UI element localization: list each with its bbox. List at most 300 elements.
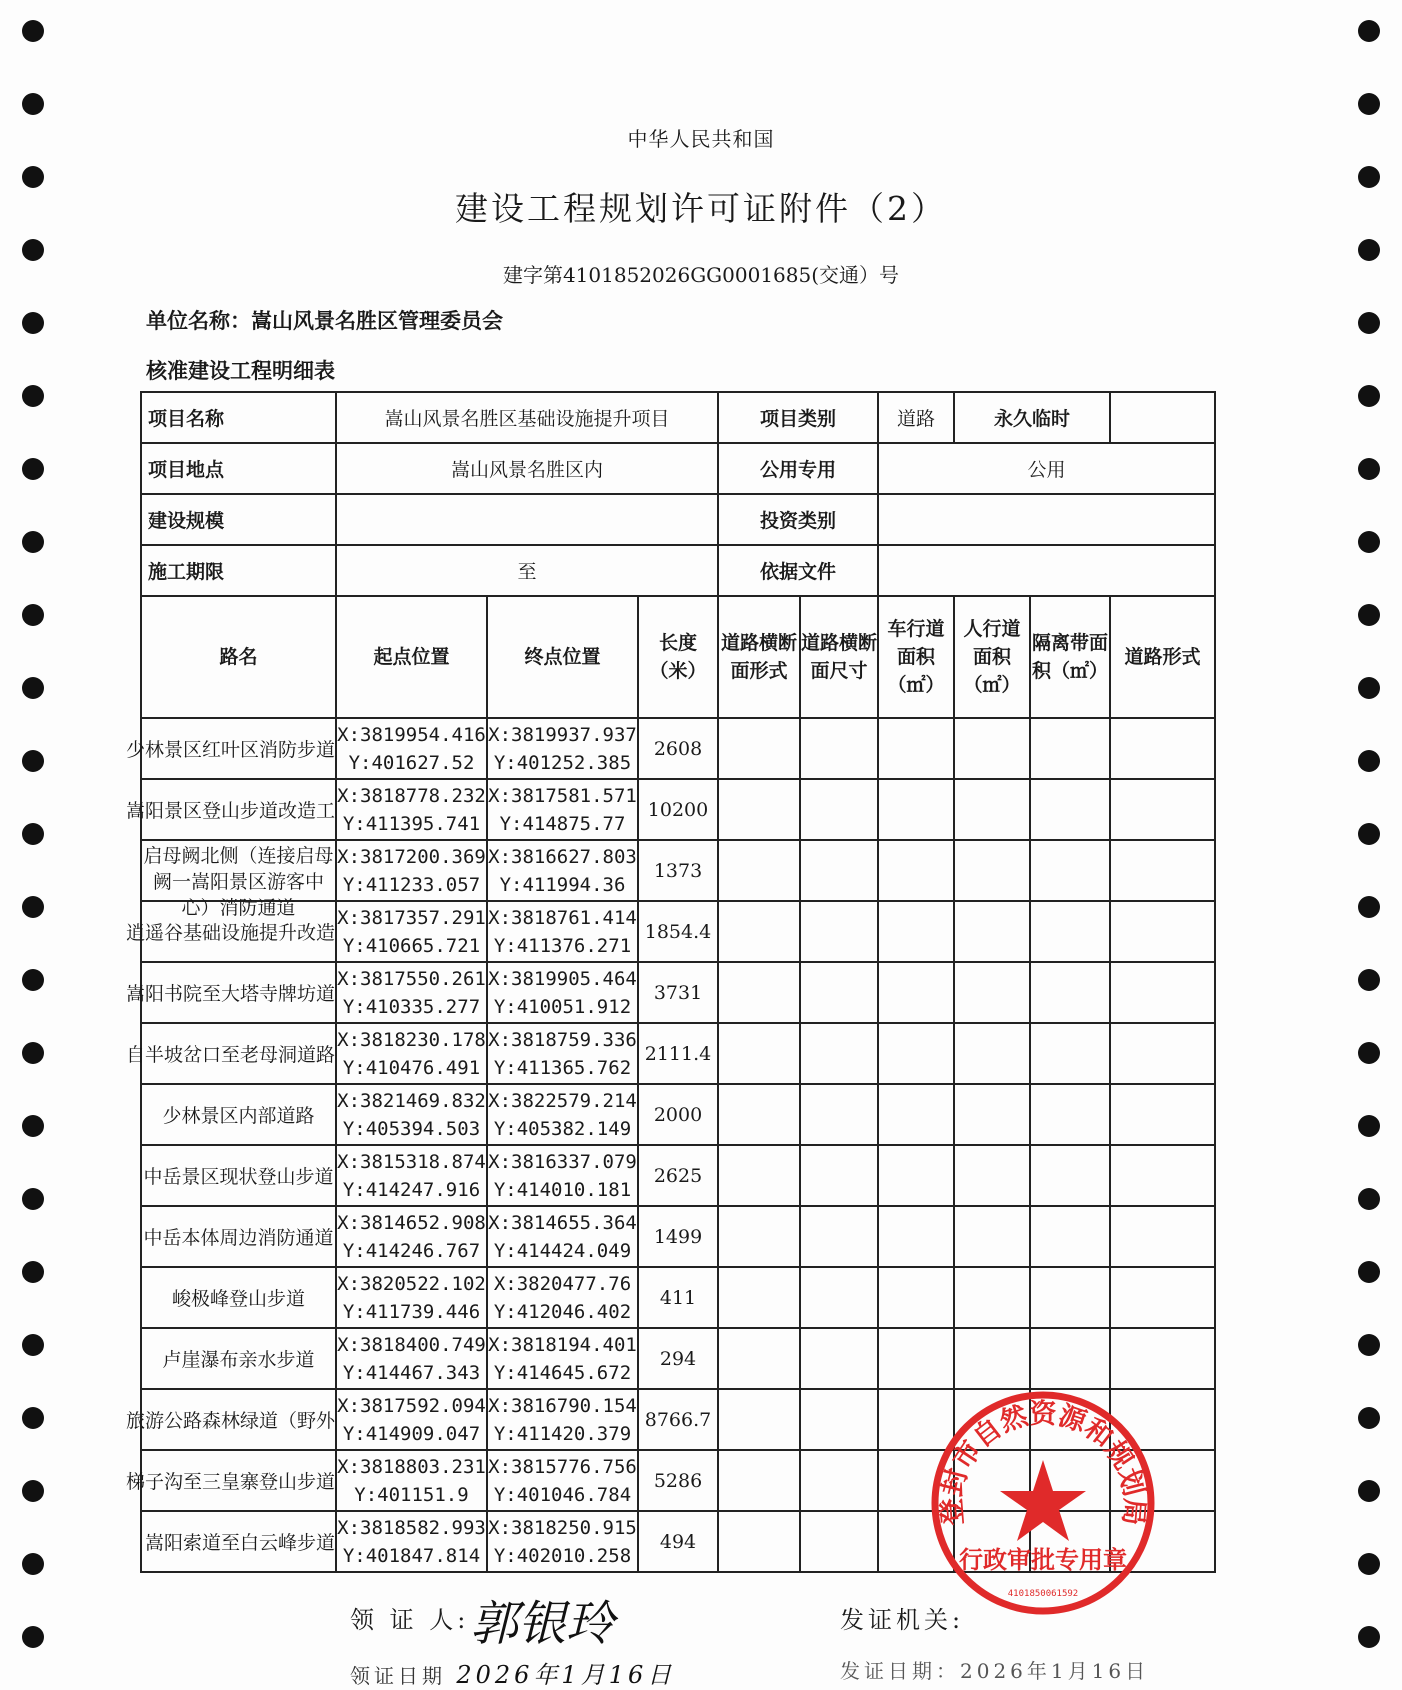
recipient-date-text: 领证日期 xyxy=(350,1664,446,1688)
tractor-hole-icon xyxy=(22,896,44,918)
start-y: Y:414467.343 xyxy=(342,1361,481,1384)
tractor-hole-icon xyxy=(22,1188,44,1210)
road-name: 中岳景区现状登山步道 xyxy=(143,1166,334,1188)
project-name-label: 项目名称 xyxy=(141,392,336,443)
end-y: Y:411365.762 xyxy=(493,1056,632,1079)
cell-walk-area xyxy=(954,962,1030,1023)
cell-length: 2608 xyxy=(638,718,718,779)
road-name: 中岳本体周边消防通道 xyxy=(143,1227,334,1249)
issuer-label: 发证机关: xyxy=(840,1606,965,1634)
signature-name: 郭银玲 xyxy=(470,1596,615,1652)
seal-text-top: 登封市自然资源和规划局 xyxy=(936,1398,1150,1527)
tractor-hole-icon xyxy=(1358,604,1380,626)
cell-start xyxy=(336,1328,487,1389)
cell-median-area xyxy=(1030,718,1110,779)
recipient-date-value: 2026年1月16日 xyxy=(456,1661,676,1689)
start-y: Y:401151.9 xyxy=(354,1483,469,1506)
cell-median-area xyxy=(1030,779,1110,840)
table-row xyxy=(141,1023,1215,1084)
cell-walk-area xyxy=(954,1023,1030,1084)
cell-length: 10200 xyxy=(638,779,718,840)
road-name: 嵩阳景区登山步道改造工 xyxy=(125,800,335,822)
start-x: X:3817550.261 xyxy=(337,967,486,990)
cell-start xyxy=(336,840,487,901)
location-value: 嵩山风景名胜区内 xyxy=(336,443,718,494)
end-y: Y:412046.402 xyxy=(493,1300,632,1323)
col-road-form: 道路形式 xyxy=(1110,596,1215,718)
official-seal xyxy=(928,1388,1158,1618)
tractor-hole-icon xyxy=(22,93,44,115)
cell-cross-size xyxy=(800,840,878,901)
start-x: X:3817592.094 xyxy=(337,1394,486,1417)
tractor-hole-icon xyxy=(1358,458,1380,480)
cell-median-area xyxy=(1030,901,1110,962)
cell-walk-area xyxy=(954,1328,1030,1389)
cell-cross-size xyxy=(800,1084,878,1145)
cell-length: 3731 xyxy=(638,962,718,1023)
start-x: X:3817200.369 xyxy=(337,845,486,868)
cell-road xyxy=(141,1511,336,1572)
cell-cross-form xyxy=(718,840,800,901)
tractor-hole-icon xyxy=(1358,531,1380,553)
cell-cross-form xyxy=(718,962,800,1023)
unit-name: 单位名称：嵩山风景名胜区管理委员会 xyxy=(146,308,503,333)
cell-cross-size xyxy=(800,1511,878,1572)
cell-length: 2000 xyxy=(638,1084,718,1145)
tractor-hole-icon xyxy=(22,1407,44,1429)
end-y: Y:402010.258 xyxy=(493,1544,632,1567)
road-name: 自半坡岔口至老母洞道路 xyxy=(125,1044,335,1066)
start-y: Y:411395.741 xyxy=(342,812,481,835)
table-row xyxy=(141,901,1215,962)
start-x: X:3818230.178 xyxy=(337,1028,486,1051)
road-name: 梯子沟至三皇寨登山步道 xyxy=(125,1471,335,1493)
cell-cross-size xyxy=(800,1389,878,1450)
scale-label: 建设规模 xyxy=(141,494,336,545)
cell-road xyxy=(125,779,336,840)
cell-road xyxy=(125,1389,336,1450)
end-x: X:3815776.756 xyxy=(488,1455,637,1478)
cell-lane-area xyxy=(878,1267,954,1328)
cell-start xyxy=(336,1450,487,1511)
end-x: X:3818759.336 xyxy=(488,1028,637,1051)
cell-cross-form xyxy=(718,1084,800,1145)
cell-cross-size xyxy=(800,962,878,1023)
cell-end xyxy=(487,840,638,901)
cell-lane-area xyxy=(878,779,954,840)
cell-road xyxy=(141,1267,336,1328)
road-name: 少林景区内部道路 xyxy=(162,1105,315,1127)
cell-lane-area xyxy=(878,1023,954,1084)
tractor-hole-icon xyxy=(1358,385,1380,407)
col-cross-size: 道路横断面尺寸 xyxy=(800,596,878,718)
cell-start xyxy=(336,1206,487,1267)
cell-median-area xyxy=(1030,962,1110,1023)
road-name: 嵩阳索道至白云峰步道 xyxy=(144,1532,335,1554)
cell-length: 411 xyxy=(638,1267,718,1328)
start-x: X:3818582.993 xyxy=(337,1516,486,1539)
cell-cross-form xyxy=(718,1267,800,1328)
cell-start xyxy=(336,1389,487,1450)
cell-road-form xyxy=(1110,718,1215,779)
cell-road-form xyxy=(1110,1328,1215,1389)
cell-start xyxy=(336,1145,487,1206)
end-x: X:3818250.915 xyxy=(488,1516,637,1539)
tractor-hole-icon xyxy=(1358,1480,1380,1502)
tractor-hole-icon xyxy=(22,1261,44,1283)
cell-end xyxy=(487,1206,638,1267)
tractor-hole-icon xyxy=(1358,93,1380,115)
cell-end xyxy=(487,1267,638,1328)
cell-lane-area xyxy=(878,1206,954,1267)
cell-walk-area xyxy=(954,1084,1030,1145)
cell-length: 494 xyxy=(638,1511,718,1572)
end-x: X:3816627.803 xyxy=(488,845,637,868)
start-x: X:3819954.416 xyxy=(337,723,486,746)
cell-road-form xyxy=(1110,1267,1215,1328)
cell-start xyxy=(336,718,487,779)
cell-end xyxy=(487,1023,638,1084)
table-row xyxy=(141,1084,1215,1145)
cell-walk-area xyxy=(954,840,1030,901)
tractor-hole-icon xyxy=(1358,750,1380,772)
tractor-hole-icon xyxy=(22,823,44,845)
cell-median-area xyxy=(1030,1145,1110,1206)
tractor-hole-icon xyxy=(1358,1626,1380,1648)
cell-median-area xyxy=(1030,1206,1110,1267)
public-private-label: 公用专用 xyxy=(718,443,878,494)
end-x: X:3818194.401 xyxy=(488,1333,637,1356)
cell-road xyxy=(125,718,336,779)
cell-cross-size xyxy=(800,779,878,840)
cell-cross-form xyxy=(718,1023,800,1084)
cell-median-area xyxy=(1030,840,1110,901)
start-y: Y:410335.277 xyxy=(342,995,481,1018)
end-y: Y:414010.181 xyxy=(493,1178,632,1201)
start-x: X:3818778.232 xyxy=(337,784,486,807)
start-x: X:3821469.832 xyxy=(337,1089,486,1112)
cell-cross-form xyxy=(718,1450,800,1511)
road-name: 卢崖瀑布亲水步道 xyxy=(162,1349,315,1371)
cell-walk-area xyxy=(954,1145,1030,1206)
start-y: Y:411233.057 xyxy=(342,873,481,896)
cell-cross-size xyxy=(800,1023,878,1084)
end-y: Y:405382.149 xyxy=(493,1117,632,1140)
cell-cross-form xyxy=(718,1145,800,1206)
tractor-hole-icon xyxy=(1358,896,1380,918)
cell-cross-size xyxy=(800,718,878,779)
cell-length: 2111.4 xyxy=(638,1023,718,1084)
row-period xyxy=(141,545,1215,596)
cell-length: 1499 xyxy=(638,1206,718,1267)
tractor-hole-icon xyxy=(1358,1334,1380,1356)
cell-median-area xyxy=(1030,1023,1110,1084)
start-x: X:3815318.874 xyxy=(337,1150,486,1173)
col-length: 长度（米） xyxy=(638,596,718,718)
row-scale xyxy=(141,494,1215,545)
start-x: X:3814652.908 xyxy=(337,1211,486,1234)
issue-date: 发证日期：2026年1月16日 xyxy=(840,1659,1150,1683)
table-row xyxy=(141,1267,1215,1328)
cell-start xyxy=(336,901,487,962)
table-row xyxy=(141,1328,1215,1389)
table-row xyxy=(141,718,1215,779)
end-y: Y:401046.784 xyxy=(493,1483,632,1506)
tractor-hole-icon xyxy=(22,531,44,553)
cell-cross-size xyxy=(800,1145,878,1206)
cell-road xyxy=(141,840,336,919)
col-median-area: 隔离带面积（㎡） xyxy=(1030,596,1110,718)
road-name: 峻极峰登山步道 xyxy=(171,1288,305,1310)
tractor-hole-icon xyxy=(22,1334,44,1356)
cell-road xyxy=(141,1145,336,1206)
cell-cross-form xyxy=(718,1389,800,1450)
tractor-hole-icon xyxy=(1358,823,1380,845)
tractor-hole-icon xyxy=(1358,20,1380,42)
road-name: 嵩阳书院至大塔寺牌坊道 xyxy=(125,983,335,1005)
start-x: X:3817357.291 xyxy=(337,906,486,929)
end-x: X:3816337.079 xyxy=(488,1150,637,1173)
cell-cross-form xyxy=(718,718,800,779)
tractor-hole-icon xyxy=(22,1480,44,1502)
cell-end xyxy=(487,718,638,779)
cell-cross-form xyxy=(718,1511,800,1572)
cell-start xyxy=(336,1023,487,1084)
cell-road-form xyxy=(1110,962,1215,1023)
tractor-hole-icon xyxy=(1358,1407,1380,1429)
cell-end xyxy=(487,962,638,1023)
seal-text-bottom: 行政审批专用章 xyxy=(959,1546,1127,1574)
cell-walk-area xyxy=(954,1267,1030,1328)
cell-cross-size xyxy=(800,1206,878,1267)
col-road: 路名 xyxy=(141,596,336,718)
tractor-hole-icon xyxy=(1358,239,1380,261)
seal-serial: 4101850061592 xyxy=(1007,1589,1079,1599)
end-y: Y:401252.385 xyxy=(493,751,632,774)
cell-road xyxy=(141,1084,336,1145)
cell-road xyxy=(125,962,336,1023)
end-y: Y:414875.77 xyxy=(499,812,626,835)
cell-median-area xyxy=(1030,1267,1110,1328)
table-row xyxy=(141,840,1215,901)
project-type-value: 道路 xyxy=(878,392,954,443)
permit-number: 建字第4101852026GG0001685(交通）号 xyxy=(502,263,900,287)
start-x: X:3818803.231 xyxy=(337,1455,486,1478)
tractor-hole-icon xyxy=(22,385,44,407)
period-value: 至 xyxy=(336,545,718,596)
cell-end xyxy=(487,1389,638,1450)
cell-cross-size xyxy=(800,1450,878,1511)
project-type-label: 项目类别 xyxy=(718,392,878,443)
cell-length: 1854.4 xyxy=(638,901,718,962)
col-end: 终点位置 xyxy=(487,596,638,718)
document-title: 建设工程规划许可证附件（2） xyxy=(455,189,947,228)
cell-road xyxy=(141,1206,336,1267)
start-x: X:3820522.102 xyxy=(337,1272,486,1295)
cell-road-form xyxy=(1110,840,1215,901)
cell-lane-area xyxy=(878,962,954,1023)
col-walk-area: 人行道面积（㎡） xyxy=(954,596,1030,718)
tractor-hole-icon xyxy=(22,750,44,772)
col-lane-area: 车行道面积（㎡） xyxy=(878,596,954,718)
tractor-hole-icon xyxy=(1358,969,1380,991)
cell-walk-area xyxy=(954,779,1030,840)
cell-start xyxy=(336,962,487,1023)
start-y: Y:401847.814 xyxy=(342,1544,481,1567)
cell-road xyxy=(141,1328,336,1389)
cell-end xyxy=(487,901,638,962)
investment-value xyxy=(878,494,1215,545)
cell-road-form xyxy=(1110,901,1215,962)
tractor-hole-icon xyxy=(1358,1553,1380,1575)
cell-road-form xyxy=(1110,1084,1215,1145)
start-y: Y:401627.52 xyxy=(348,751,475,774)
cell-start xyxy=(336,1267,487,1328)
end-x: X:3820477.76 xyxy=(493,1272,632,1295)
investment-label: 投资类别 xyxy=(718,494,878,545)
scale-value xyxy=(336,494,718,545)
road-name: 旅游公路森林绿道（野外 xyxy=(125,1410,335,1432)
public-private-value: 公用 xyxy=(878,443,1215,494)
cell-lane-area xyxy=(878,840,954,901)
road-name: 逍遥谷基础设施提升改造 xyxy=(125,922,335,944)
end-x: X:3816790.154 xyxy=(488,1394,637,1417)
cell-lane-area xyxy=(878,1145,954,1206)
end-y: Y:411994.36 xyxy=(499,873,626,896)
start-y: Y:411739.446 xyxy=(342,1300,481,1323)
permanence-value: 永久临时 xyxy=(954,392,1110,443)
tractor-hole-icon xyxy=(1358,1042,1380,1064)
cell-walk-area xyxy=(954,718,1030,779)
end-y: Y:411420.379 xyxy=(493,1422,632,1445)
end-x: X:3819937.937 xyxy=(488,723,637,746)
table-row xyxy=(141,962,1215,1023)
cell-road xyxy=(125,1450,336,1511)
tractor-hole-icon xyxy=(22,677,44,699)
recipient-label: 领 证 人: xyxy=(350,1606,470,1634)
end-x: X:3814655.364 xyxy=(488,1211,637,1234)
cell-cross-size xyxy=(800,1328,878,1389)
tractor-hole-icon xyxy=(1358,1261,1380,1283)
table-row xyxy=(141,1145,1215,1206)
tractor-hole-icon xyxy=(22,1042,44,1064)
start-y: Y:410476.491 xyxy=(342,1056,481,1079)
road-name: 少林景区红叶区消防步道 xyxy=(125,739,335,761)
cell-length: 2625 xyxy=(638,1145,718,1206)
end-x: X:3819905.464 xyxy=(488,967,637,990)
tractor-hole-icon xyxy=(22,604,44,626)
start-y: Y:414909.047 xyxy=(342,1422,481,1445)
tractor-hole-icon xyxy=(1358,677,1380,699)
table-row xyxy=(141,779,1215,840)
project-name-value: 嵩山风景名胜区基础设施提升项目 xyxy=(336,392,718,443)
cell-cross-form xyxy=(718,779,800,840)
tractor-hole-icon xyxy=(22,969,44,991)
table-subtitle: 核准建设工程明细表 xyxy=(146,358,335,383)
tractor-hole-icon xyxy=(22,20,44,42)
tractor-hole-icon xyxy=(1358,1188,1380,1210)
row-location xyxy=(141,443,1215,494)
end-x: X:3817581.571 xyxy=(488,784,637,807)
tractor-hole-icon xyxy=(22,1115,44,1137)
cell-end xyxy=(487,1450,638,1511)
cell-length: 8766.7 xyxy=(638,1389,718,1450)
road-name: 启母阙北侧（连接启母阙一嵩阳景区游客中心）消防通道 xyxy=(143,844,334,919)
cell-end xyxy=(487,1084,638,1145)
tractor-hole-icon xyxy=(1358,1115,1380,1137)
column-header-row xyxy=(141,596,1215,718)
cell-end xyxy=(487,1328,638,1389)
tractor-hole-icon xyxy=(22,1626,44,1648)
seal-star-icon xyxy=(1000,1460,1086,1541)
cell-walk-area xyxy=(954,901,1030,962)
tractor-hole-icon xyxy=(22,239,44,261)
end-y: Y:414424.049 xyxy=(493,1239,632,1262)
cell-cross-form xyxy=(718,901,800,962)
cell-start xyxy=(336,1511,487,1572)
col-cross-form: 道路横断面形式 xyxy=(718,596,800,718)
cell-lane-area xyxy=(878,901,954,962)
end-x: X:3818761.414 xyxy=(488,906,637,929)
cell-start xyxy=(336,1084,487,1145)
permanence-blank xyxy=(1110,392,1215,443)
cell-road-form xyxy=(1110,1206,1215,1267)
cell-lane-area xyxy=(878,1328,954,1389)
cell-start xyxy=(336,779,487,840)
table-row xyxy=(141,1206,1215,1267)
end-x: X:3822579.214 xyxy=(488,1089,637,1112)
location-label: 项目地点 xyxy=(141,443,336,494)
col-start: 起点位置 xyxy=(336,596,487,718)
cell-road-form xyxy=(1110,1023,1215,1084)
start-y: Y:414247.916 xyxy=(342,1178,481,1201)
start-y: Y:405394.503 xyxy=(342,1117,481,1140)
tractor-hole-icon xyxy=(1358,312,1380,334)
cell-length: 1373 xyxy=(638,840,718,901)
end-y: Y:410051.912 xyxy=(493,995,632,1018)
cell-road-form xyxy=(1110,1145,1215,1206)
cell-lane-area xyxy=(878,1084,954,1145)
right-tractor-holes xyxy=(1358,0,1388,1676)
left-tractor-holes xyxy=(22,0,52,1676)
start-x: X:3818400.749 xyxy=(337,1333,486,1356)
tractor-hole-icon xyxy=(22,312,44,334)
basis-label: 依据文件 xyxy=(718,545,878,596)
cell-lane-area xyxy=(878,718,954,779)
cell-road-form xyxy=(1110,779,1215,840)
row-project-name xyxy=(141,392,1215,443)
country-name: 中华人民共和国 xyxy=(627,127,775,151)
cell-end xyxy=(487,1511,638,1572)
cell-cross-size xyxy=(800,1267,878,1328)
cell-road xyxy=(125,1023,336,1084)
period-label: 施工期限 xyxy=(141,545,336,596)
basis-value xyxy=(878,545,1215,596)
tractor-hole-icon xyxy=(22,1553,44,1575)
cell-end xyxy=(487,779,638,840)
end-y: Y:411376.271 xyxy=(493,934,632,957)
cell-cross-size xyxy=(800,901,878,962)
cell-cross-form xyxy=(718,1328,800,1389)
start-y: Y:414246.767 xyxy=(342,1239,481,1262)
cell-median-area xyxy=(1030,1328,1110,1389)
start-y: Y:410665.721 xyxy=(342,934,481,957)
end-y: Y:414645.672 xyxy=(493,1361,632,1384)
cell-length: 5286 xyxy=(638,1450,718,1511)
cell-walk-area xyxy=(954,1206,1030,1267)
tractor-hole-icon xyxy=(22,458,44,480)
recipient-date-label xyxy=(350,1655,675,1690)
